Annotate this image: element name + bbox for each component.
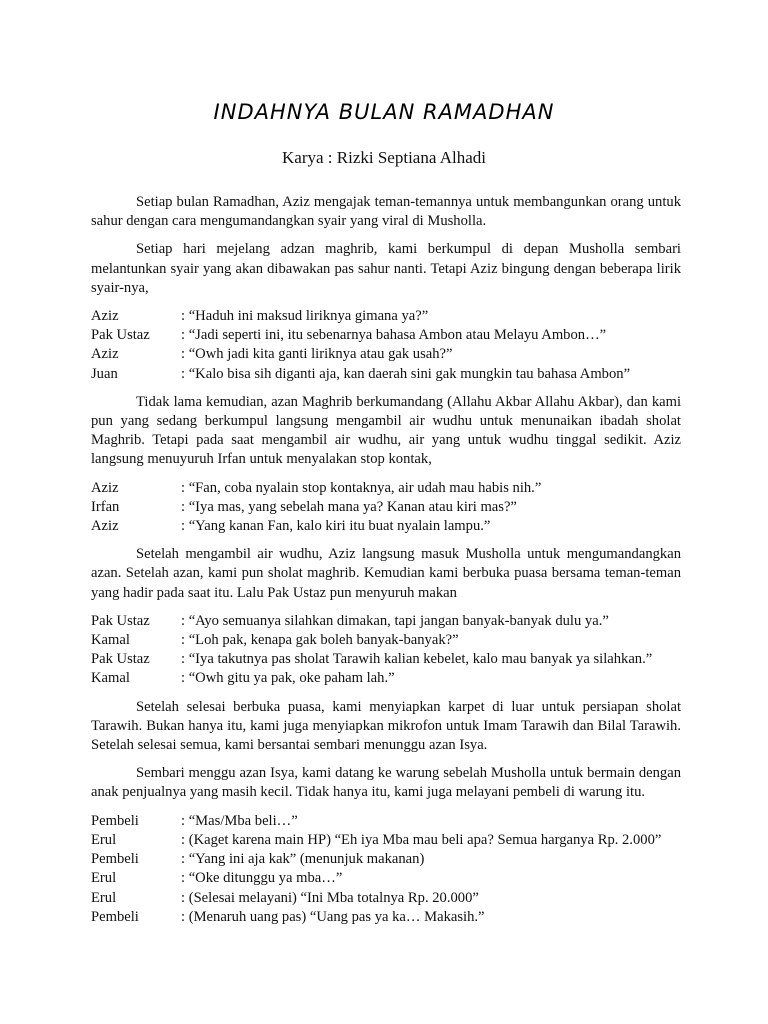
dialogue-line (91, 650, 681, 669)
dialogue-text: : “Ayo semuanya silahkan dimakan, tapi jangan banyak-banyak dulu ya.” (181, 612, 609, 629)
dialogue-text: : “Loh pak, kenapa gak boleh banyak-banyak?” (181, 632, 459, 649)
dialogue-text: : “Mas/Mba beli…” (181, 812, 298, 829)
speaker-name: Kamal (91, 632, 130, 649)
dialogue-line (91, 831, 681, 850)
dialogue-text: : “Iya takutnya pas sholat Tarawih kalian kebelet, kalo mau banyak ya silahkan.” (181, 651, 653, 668)
dialogue-text: : (Kaget karena main HP) “Eh iya Mba mau beli apa? Semua harganya Rp. 2.000” (181, 831, 662, 848)
document-body (91, 193, 681, 936)
dialogue-line (91, 345, 681, 364)
speaker-name: Erul (91, 889, 117, 906)
speaker-name: Pak Ustaz (91, 651, 150, 668)
speaker-name: Erul (91, 870, 117, 887)
dialogue-block (91, 812, 681, 927)
dialogue-line (91, 365, 681, 384)
dialogue-line (91, 869, 681, 888)
paragraph: Setiap bulan Ramadhan, Aziz mengajak teman-temannya untuk membangunkan orang untuk sahur dengan cara mengumandangkan syair yang viral di Musholla. (91, 194, 681, 230)
dialogue-text: : “Yang kanan Fan, kalo kiri itu buat nyalain lampu.” (181, 518, 491, 535)
speaker-name: Juan (91, 365, 118, 382)
dialogue-line (91, 479, 681, 498)
speaker-name: Pembeli (91, 812, 139, 829)
dialogue-text: : “Owh gitu ya pak, oke paham lah.” (181, 670, 395, 687)
speaker-name: Pembeli (91, 851, 139, 868)
dialogue-text: : “Yang ini aja kak” (menunjuk makanan) (181, 851, 425, 868)
dialogue-text: : “Oke ditunggu ya mba…” (181, 870, 343, 887)
speaker-name: Aziz (91, 479, 119, 496)
speaker-name: Pak Ustaz (91, 612, 150, 629)
dialogue-block (91, 307, 681, 384)
dialogue-line (91, 669, 681, 688)
speaker-name: Pak Ustaz (91, 327, 150, 344)
dialogue-text: : “Jadi seperti ini, itu sebenarnya bahasa Ambon atau Melayu Ambon…” (181, 327, 607, 344)
dialogue-text: : “Iya mas, yang sebelah mana ya? Kanan atau kiri mas?” (181, 498, 517, 515)
paragraph: Sembari menggu azan Isya, kami datang ke warung sebelah Musholla untuk bermain dengan anak penjualnya yang masih kecil. Tidak hanya itu, kami juga melayani pembeli di warung itu. (91, 765, 681, 801)
dialogue-line (91, 850, 681, 869)
paragraph: Setelah mengambil air wudhu, Aziz langsung masuk Musholla untuk mengumandangkan azan. Setelah azan, kami pun sholat maghrib. Kemudian kami berbuka puasa bersama teman-teman yang hadir pada saat itu. Lalu Pak Ustaz pun menyuruh makan (91, 546, 681, 601)
dialogue-block (91, 612, 681, 689)
speaker-name: Aziz (91, 518, 119, 535)
paragraph: Tidak lama kemudian, azan Maghrib berkumandang (Allahu Akbar Allahu Akbar), dan kami pun yang sedang berkumpul langsung mengambil air wudhu untuk menunaikan ibadah sholat Maghrib. Tetapi pada saat mengambil air wudhu, air yang untuk wudhu tinggal sedikit. Aziz langsung menuyuruh Irfan untuk menyalakan stop kontak, (91, 393, 681, 468)
dialogue-text: : “Fan, coba nyalain stop kontaknya, air udah mau habis nih.” (181, 479, 542, 496)
dialogue-line (91, 631, 681, 650)
dialogue-line (91, 498, 681, 517)
paragraph: Setiap hari mejelang adzan maghrib, kami berkumpul di depan Musholla sembari melantunkan syair yang akan dibawakan pas sahur nanti. Tetapi Aziz bingung dengan beberapa lirik syair-nya, (91, 241, 681, 296)
dialogue-text: : “Haduh ini maksud liriknya gimana ya?” (181, 308, 429, 325)
paragraph: Setelah selesai berbuka puasa, kami menyiapkan karpet di luar untuk persiapan sholat Tarawih. Bukan hanya itu, kami juga menyiapkan mikrofon untuk Imam Tarawih dan Bilal Tarawih. Setelah selesai semua, kami bersantai sembari menunggu azan Isya. (91, 698, 681, 754)
speaker-name: Pembeli (91, 908, 139, 925)
dialogue-line (91, 812, 681, 831)
speaker-name: Irfan (91, 498, 120, 515)
dialogue-line (91, 889, 681, 908)
dialogue-line (91, 517, 681, 536)
dialogue-line (91, 908, 681, 927)
speaker-name: Aziz (91, 346, 119, 363)
dialogue-text: : “Kalo bisa sih diganti aja, kan daerah sini gak mungkin tau bahasa Ambon” (181, 365, 631, 382)
speaker-name: Kamal (91, 670, 130, 687)
dialogue-line (91, 326, 681, 345)
speaker-name: Erul (91, 831, 117, 848)
dialogue-text: : “Owh jadi kita ganti liriknya atau gak usah?” (181, 346, 453, 363)
dialogue-text: : (Selesai melayani) “Ini Mba totalnya Rp. 20.000” (181, 889, 479, 906)
dialogue-block (91, 479, 681, 537)
dialogue-text: : (Menaruh uang pas) “Uang pas ya ka… Makasih.” (181, 908, 485, 925)
speaker-name: Aziz (91, 308, 119, 325)
dialogue-line (91, 307, 681, 326)
document-title: INDAHNYA BULAN RAMADHAN (213, 100, 555, 124)
document-author: Karya : Rizki Septiana Alhadi (282, 148, 486, 167)
dialogue-line (91, 612, 681, 631)
